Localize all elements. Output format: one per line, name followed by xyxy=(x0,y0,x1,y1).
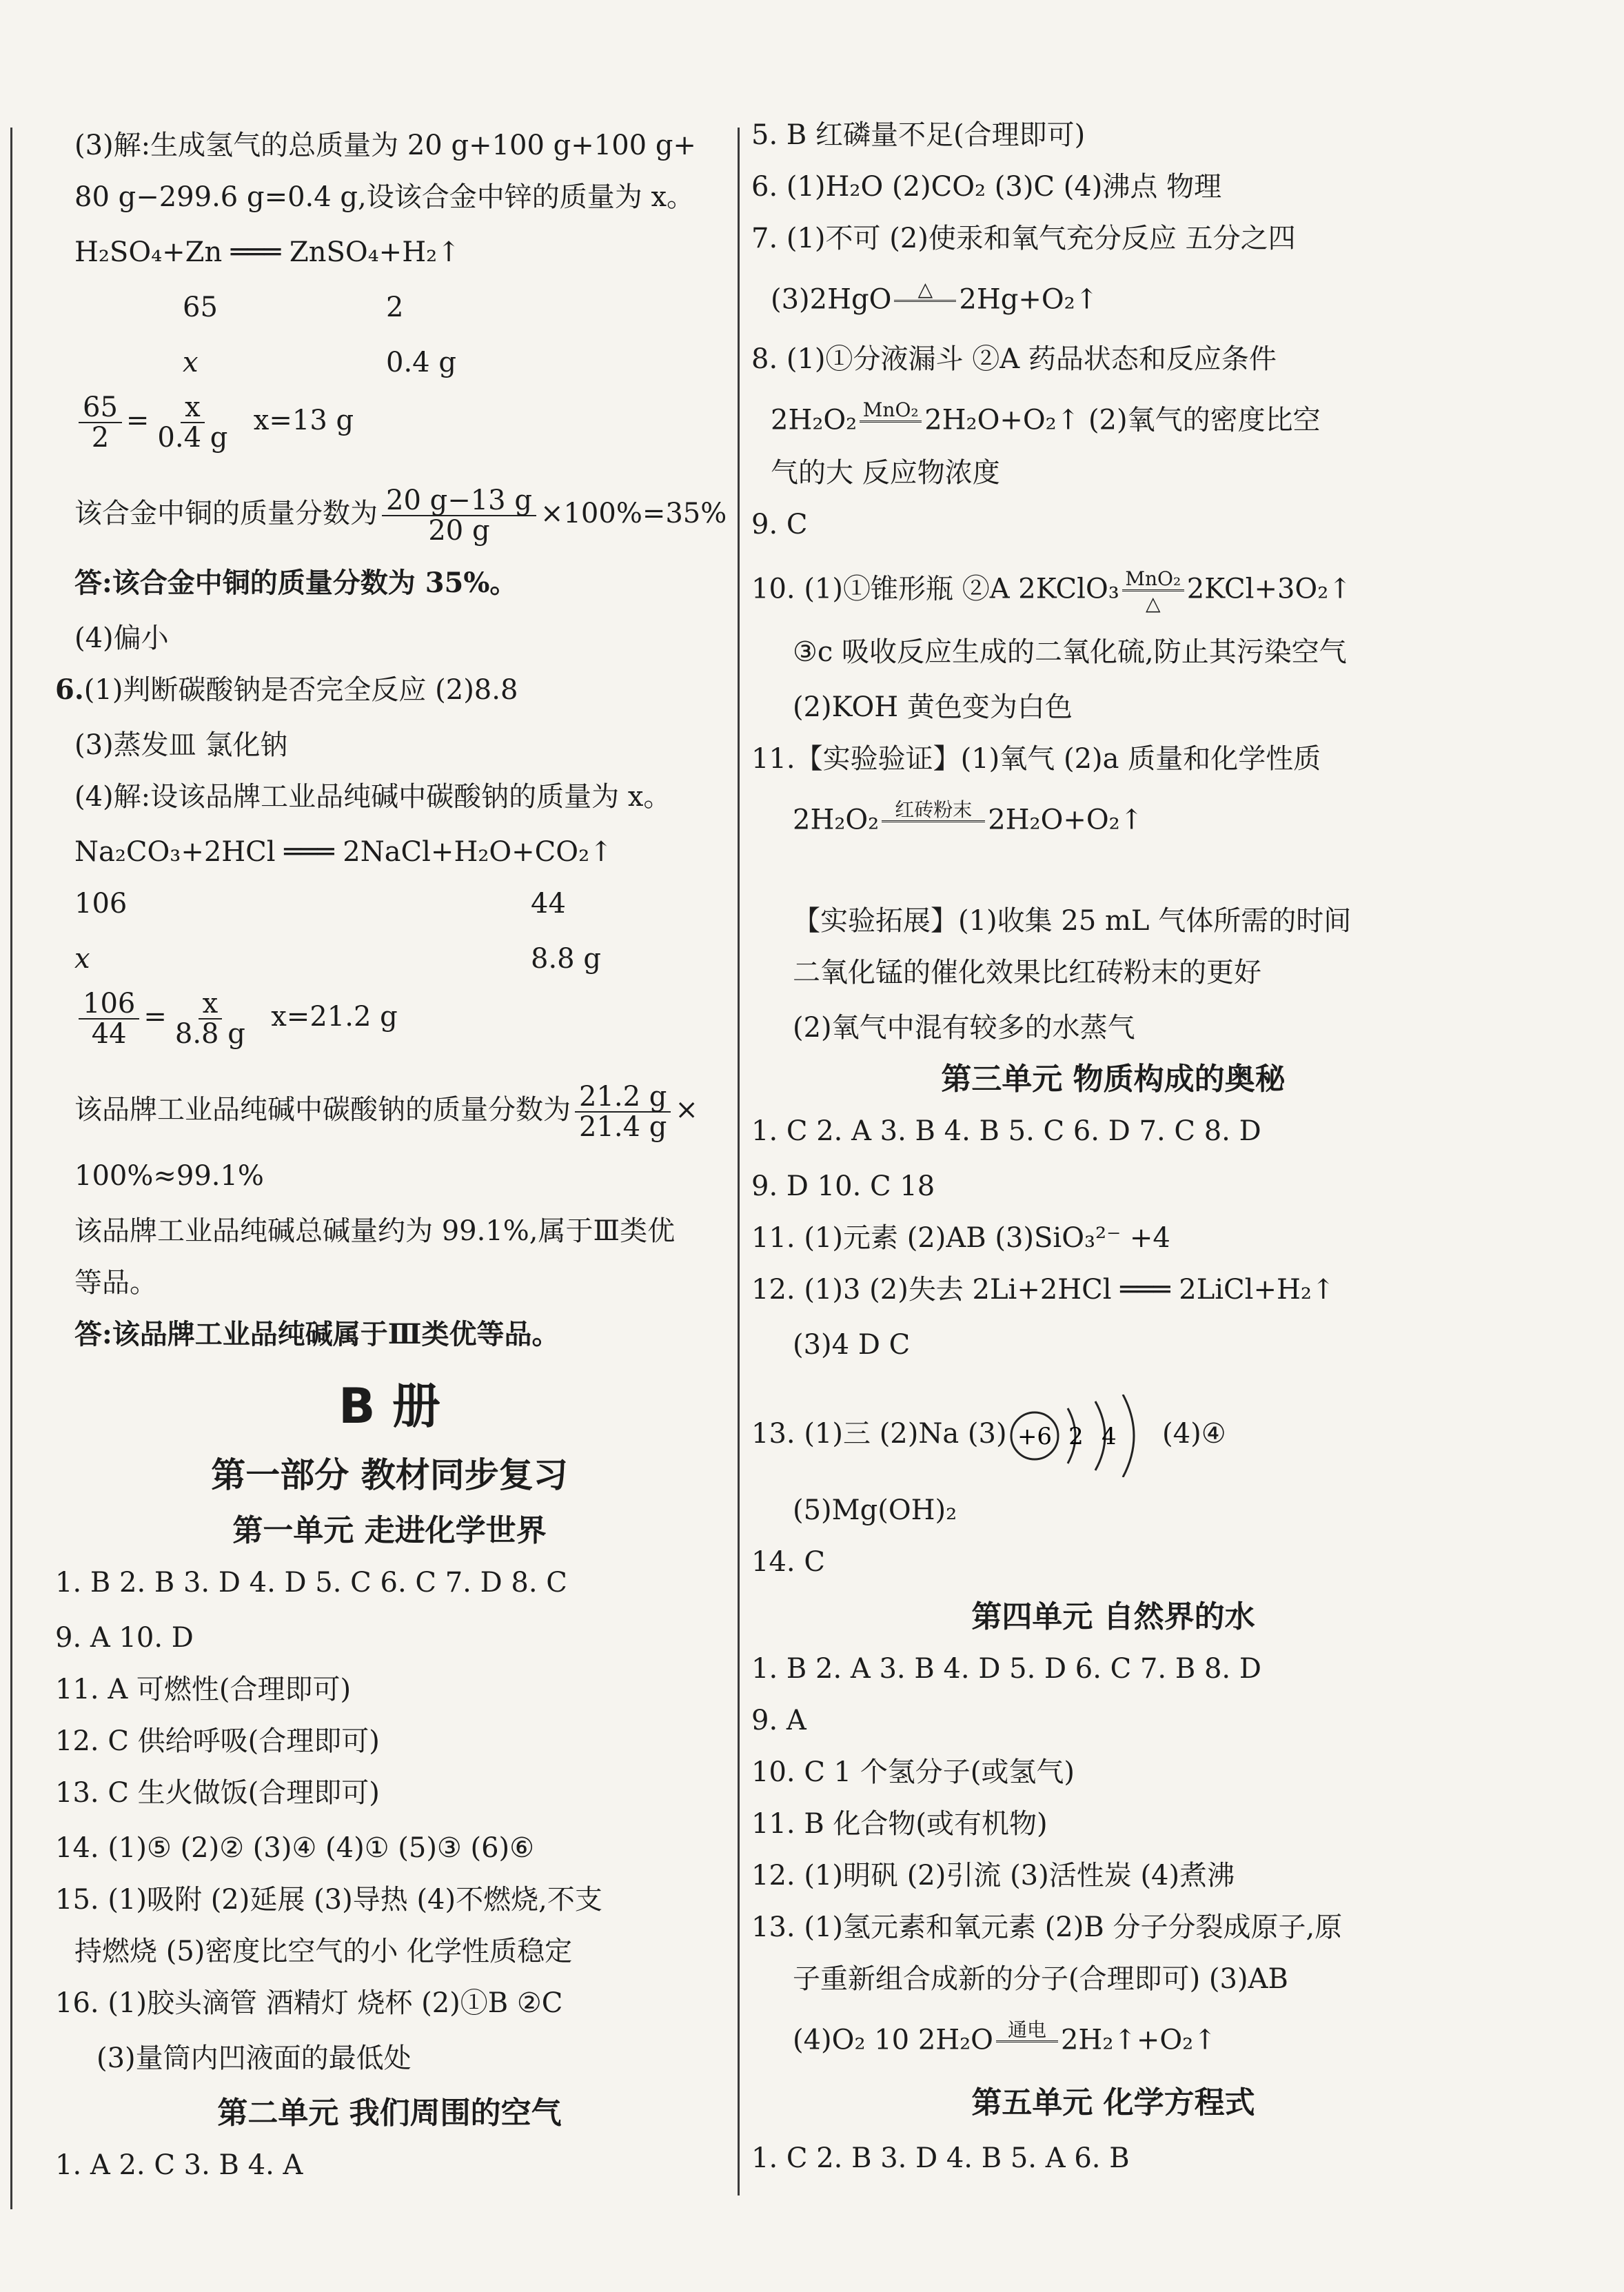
atomic-structure-diagram xyxy=(1007,1395,1145,1477)
equation-var: 8.8 g xyxy=(531,943,601,975)
fraction: $\frac{x}{0.4 g}$ xyxy=(157,392,228,454)
equation-coef: 2 xyxy=(386,292,404,323)
text-line: 该品牌工业品纯碱总碱量约为 99.1%,属于Ⅲ类优 xyxy=(74,1215,676,1247)
reaction-condition: △ xyxy=(894,279,956,324)
fraction: $\frac{106}{44}$ xyxy=(79,989,139,1048)
answer-row: 12. (1)3 (2)失去 2Li+2HCl ═══ 2LiCl+H₂↑ xyxy=(751,1274,1335,1306)
equation-line: 2H₂O₂ MnO₂ 2H₂O+O₂↑ (2)氧气的密度比空 xyxy=(751,400,1321,445)
answer-row: 13. (1)三 (2)Na (3) +6 2 4 (4)④ xyxy=(751,1392,1226,1477)
answer-row: (3)量筒内凹液面的最低处 xyxy=(97,2042,412,2074)
answer-row: 8. (1)①分液漏斗 ②A 药品状态和反应条件 xyxy=(751,343,1277,375)
equation-line: Na₂CO₃+2HCl ═══ 2NaCl+H₂O+CO₂↑ xyxy=(74,836,613,868)
reaction-condition: 通电 xyxy=(996,2020,1058,2065)
text-line: 等品。 xyxy=(74,1267,157,1299)
answer-row: 1. A 2. C 3. B 4. A xyxy=(55,2149,303,2181)
answer-row: (3)4 D C xyxy=(793,1329,911,1361)
unit-heading: 第一单元 走进化学世界 xyxy=(232,1513,547,1548)
answer-row: 7. (1)不可 (2)使汞和氧气充分反应 五分之四 xyxy=(751,223,1296,254)
answer-row: 1. B 2. A 3. B 4. D 5. D 6. C 7. B 8. D xyxy=(751,1653,1261,1685)
question-6: 6.(1)判断碳酸钠是否完全反应 (2)8.8 xyxy=(55,673,518,706)
equation-line: (4)O₂ 10 2H₂O 通电 2H₂↑+O₂↑ xyxy=(751,2020,1217,2065)
text-line: (4)解:设该品牌工业品纯碱中碳酸钠的质量为 x。 xyxy=(74,781,671,813)
equation-coef: 65 xyxy=(183,292,218,323)
text-line: (3)蒸发皿 氯化钠 xyxy=(74,729,288,761)
answer-row: (2)KOH 黄色变为白色 xyxy=(793,691,1073,723)
answer-row: 1. C 2. A 3. B 4. B 5. C 6. D 7. C 8. D xyxy=(751,1115,1261,1147)
answer-row: 11. A 可燃性(合理即可) xyxy=(55,1674,352,1705)
answer-row: 11. B 化合物(或有机物) xyxy=(751,1808,1048,1840)
equation-line: 10. (1)①锥形瓶 ②A 2KClO₃ MnO₂ △ 2KCl+3O₂↑ xyxy=(751,567,1352,615)
mass-fraction-line: 该合金中铜的质量分数为 $\frac{20 g-13 g}{20 g}$ ×100%=35% xyxy=(74,485,727,547)
answer-row: 11. (1)元素 (2)AB (3)SiO₃²⁻ +4 xyxy=(751,1222,1170,1254)
part-heading: 第一部分 教材同步复习 xyxy=(211,1455,568,1495)
equation-var: 0.4 g xyxy=(386,347,456,378)
answer-row: 5. B 红磷量不足(合理即可) xyxy=(751,119,1086,151)
answer-row: 子重新组合成新的分子(合理即可) (3)AB xyxy=(793,1963,1288,1995)
proportion-line: $\frac{106}{44}$ = $\frac{x}{8.8 g}$ x=21.2 g xyxy=(55,989,398,1048)
answer-row: 6. (1)H₂O (2)CO₂ (3)C (4)沸点 物理 xyxy=(751,171,1222,203)
answer-row: 持燃烧 (5)密度比空气的小 化学性质稳定 xyxy=(74,1936,573,1967)
answer-row: 9. A 10. D xyxy=(55,1622,194,1654)
electron-shell-2: 4 xyxy=(1101,1423,1117,1450)
answer-row: 9. C xyxy=(751,509,808,540)
column-divider xyxy=(738,128,740,2195)
answer-row: 9. A xyxy=(751,1705,806,1736)
fraction: $\frac{21.2 g}{21.4 g}$ xyxy=(575,1082,671,1142)
fraction: $\frac{20 g-13 g}{20 g}$ xyxy=(382,486,536,545)
answer-row: 9. D 10. C 18 xyxy=(751,1170,935,1202)
fraction: $\frac{x}{8.8 g}$ xyxy=(174,988,245,1050)
answer-row: (5)Mg(OH)₂ xyxy=(793,1494,957,1526)
text-line: 100%≈99.1% xyxy=(74,1160,264,1192)
answer-row: 12. C 供给呼吸(合理即可) xyxy=(55,1725,380,1757)
book-title: B 册 xyxy=(338,1378,440,1434)
answer-row: 13. C 生火做饭(合理即可) xyxy=(55,1777,380,1809)
left-margin-rule xyxy=(10,128,12,2209)
answer-row: ③c 吸收反应生成的二氧化硫,防止其污染空气 xyxy=(793,636,1347,668)
equation-line: H₂SO₄+Zn ═══ ZnSO₄+H₂↑ xyxy=(74,236,460,268)
unit-heading: 第四单元 自然界的水 xyxy=(971,1599,1255,1634)
unit-heading: 第三单元 物质构成的奥秘 xyxy=(941,1062,1286,1097)
fraction: $\frac{65}{2}$ xyxy=(79,393,122,452)
equation-coef: 106 xyxy=(74,888,128,920)
reaction-condition: MnO₂ △ xyxy=(1122,569,1184,613)
nucleus-charge: +6 xyxy=(1017,1423,1052,1450)
reaction-condition: 红砖粉末 xyxy=(882,800,985,844)
answer-row: 10. C 1 个氢分子(或氢气) xyxy=(751,1756,1075,1788)
mass-fraction-line: 该品牌工业品纯碱中碳酸钠的质量分数为 $\frac{21.2 g}{21.4 g}$ × xyxy=(74,1081,698,1143)
reaction-condition: MnO₂ xyxy=(860,400,922,445)
unit-heading: 第二单元 我们周围的空气 xyxy=(217,2096,562,2131)
answer-row: 13. (1)氢元素和氧元素 (2)B 分子分裂成原子,原 xyxy=(751,1911,1343,1943)
answer-row: 14. (1)⑤ (2)② (3)④ (4)① (5)③ (6)⑥ xyxy=(55,1832,535,1864)
answer-row: (2)氧气中混有较多的水蒸气 xyxy=(793,1012,1135,1044)
answer-row: 1. B 2. B 3. D 4. D 5. C 6. C 7. D 8. C xyxy=(55,1567,567,1599)
answer-row: 14. C xyxy=(751,1546,825,1578)
answer-row: 二氧化锰的催化效果比红砖粉末的更好 xyxy=(793,957,1261,988)
answer-line: 答:该合金中铜的质量分数为 35%。 xyxy=(74,567,518,599)
text-line: (4)偏小 xyxy=(74,622,169,654)
proportion-line: $\frac{65}{2}$ = $\frac{x}{0.4 g}$ x=13 g xyxy=(55,393,354,452)
answer-row: 11.【实验验证】(1)氧气 (2)a 质量和化学性质 xyxy=(751,743,1321,775)
text-line: 80 g−299.6 g=0.4 g,设该合金中锌的质量为 x。 xyxy=(74,181,695,213)
text-line: (3)解:生成氢气的总质量为 20 g+100 g+100 g+ xyxy=(74,130,696,161)
unit-heading: 第五单元 化学方程式 xyxy=(971,2085,1255,2120)
electron-shell-1: 2 xyxy=(1068,1423,1084,1450)
answer-row: 1. C 2. B 3. D 4. B 5. A 6. B xyxy=(751,2142,1130,2174)
answer-row: 气的大 反应物浓度 xyxy=(771,457,1000,489)
answer-row: 16. (1)胶头滴管 酒精灯 烧杯 (2)①B ②C xyxy=(55,1987,563,2019)
answer-line: 答:该品牌工业品纯碱属于Ⅲ类优等品。 xyxy=(74,1318,560,1350)
equation-line: 2H₂O₂ 红砖粉末 2H₂O+O₂↑ xyxy=(751,800,1143,844)
equation-coef: 44 xyxy=(531,888,566,920)
equation-var: x xyxy=(74,943,90,975)
answer-row: 12. (1)明矾 (2)引流 (3)活性炭 (4)煮沸 xyxy=(751,1860,1235,1892)
answer-row: 15. (1)吸附 (2)延展 (3)导热 (4)不燃烧,不支 xyxy=(55,1884,602,1916)
answer-row: 【实验拓展】(1)收集 25 mL 气体所需的时间 xyxy=(793,905,1352,937)
equation-var: x xyxy=(183,347,199,378)
equation-line: (3)2HgO △ 2Hg+O₂↑ xyxy=(751,279,1098,324)
